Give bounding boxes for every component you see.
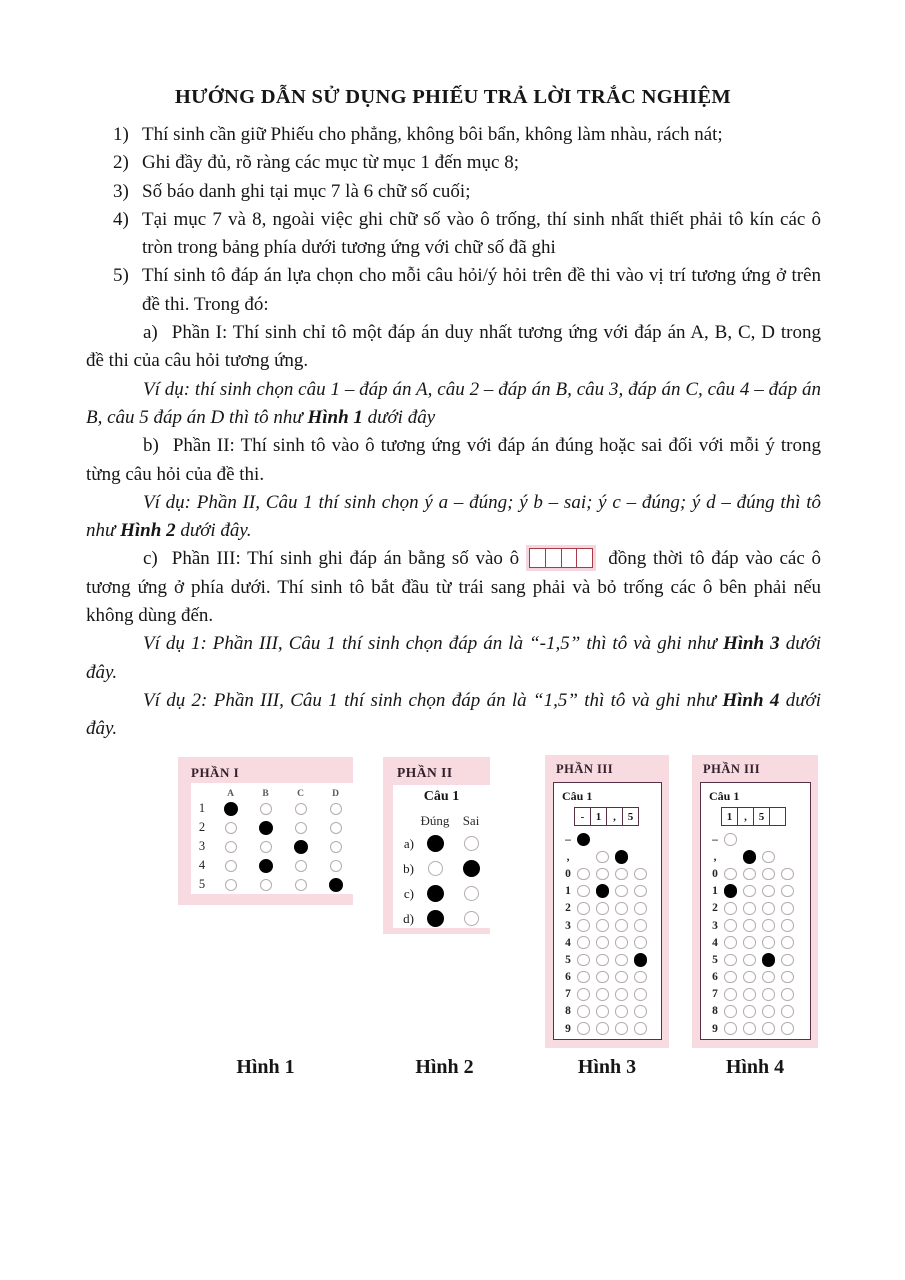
bubble-empty <box>762 902 775 915</box>
bubble-empty <box>330 822 342 834</box>
bubble-empty <box>577 988 590 1001</box>
bubble-filled <box>743 850 757 864</box>
row-label: – <box>712 833 718 846</box>
figure-part1-header: PHẦN I <box>191 765 240 780</box>
answer-row <box>191 799 353 818</box>
answer-row <box>562 934 661 951</box>
column-label: Sai <box>462 813 480 828</box>
bubble-empty <box>596 1005 609 1018</box>
row-number: 1 <box>198 801 206 815</box>
digit-cell <box>576 548 593 568</box>
bubble-empty <box>762 919 775 932</box>
answer-row <box>562 900 661 917</box>
row-label: 3 <box>565 919 571 932</box>
example-text: dưới đây. <box>175 520 252 542</box>
bubble-filled <box>294 840 308 854</box>
bubble-empty <box>743 919 756 932</box>
bubble-empty <box>596 988 609 1001</box>
answer-row <box>562 848 661 865</box>
bubble-empty <box>634 919 647 932</box>
answer-row <box>709 900 810 917</box>
bubble-empty <box>615 954 628 967</box>
bubble-empty <box>330 841 342 853</box>
answer-row <box>709 1020 810 1037</box>
bubble-empty <box>724 902 737 915</box>
bubble-empty <box>615 919 628 932</box>
example-1 <box>86 376 821 433</box>
row-label: 7 <box>712 988 718 1001</box>
bubble-empty <box>743 868 756 881</box>
answer-cell: 5 <box>622 807 639 826</box>
sub-item-text: Phần I: Thí sinh chỉ tô một đáp án duy nhất tương ứng với đáp án A, B, C, D trong đề thi của câu hỏi tương ứng. <box>86 322 821 372</box>
answer-cell <box>769 807 786 826</box>
bubble-empty <box>577 885 590 898</box>
bubble-empty <box>762 988 775 1001</box>
figure-part1-grid <box>191 783 353 894</box>
bubble-empty <box>781 954 794 967</box>
bubble-filled <box>762 953 776 967</box>
row-label: 0 <box>565 867 571 880</box>
bubble-empty <box>762 868 775 881</box>
answer-row <box>393 881 490 906</box>
answer-row <box>562 831 661 848</box>
figure-part2-panel <box>383 757 490 934</box>
row-label: 9 <box>565 1022 571 1035</box>
bubble-empty <box>634 868 647 881</box>
bubble-empty <box>596 919 609 932</box>
figure-part3b-sheet <box>700 782 811 1040</box>
bubble-empty <box>615 902 628 915</box>
bubble-empty <box>596 936 609 949</box>
bubble-empty <box>577 1022 590 1035</box>
figure-caption-3: Hình 3 <box>577 1056 637 1078</box>
row-label: 5 <box>712 953 718 966</box>
bubble-filled <box>329 878 343 892</box>
bubble-filled <box>427 835 444 852</box>
bubble-empty <box>781 971 794 984</box>
bubble-empty <box>743 902 756 915</box>
bubble-empty <box>330 860 342 872</box>
row-label: 8 <box>712 1005 718 1018</box>
bubble-empty <box>260 841 272 853</box>
answer-row <box>709 986 810 1003</box>
example-text: Ví dụ 1: Phần III, Câu 1 thí sinh chọn đáp án là “-1,5” thì tô và ghi như <box>143 633 723 655</box>
bubble-empty <box>634 971 647 984</box>
digit-grid <box>562 831 661 1037</box>
example-3 <box>86 630 821 687</box>
figure-part2-header: PHẦN II <box>397 765 453 780</box>
column-letter: C <box>297 789 304 799</box>
column-letter: A <box>227 789 234 799</box>
figure-part3a-header: PHẦN III <box>556 762 614 776</box>
bubble-empty <box>781 902 794 915</box>
sub-item-text: Phần III: Thí sinh ghi đáp án bằng số vào ô <box>171 548 520 570</box>
column-header-row <box>191 783 353 799</box>
bubble-empty <box>464 911 479 926</box>
figure-part2-body <box>393 785 490 928</box>
bubble-empty <box>464 836 479 851</box>
bubble-empty <box>634 1022 647 1035</box>
bubble-empty <box>634 902 647 915</box>
bubble-empty <box>634 936 647 949</box>
bubble-empty <box>743 954 756 967</box>
row-label: 9 <box>712 1022 718 1035</box>
row-label: c) <box>403 885 414 901</box>
example-4 <box>86 687 821 744</box>
column-letter: D <box>332 789 339 799</box>
figure-part3b-panel <box>692 755 818 1048</box>
figure-reference: Hình 2 <box>120 520 176 542</box>
bubble-empty <box>577 954 590 967</box>
bubble-filled <box>259 859 273 873</box>
answer-row <box>562 986 661 1003</box>
item-text: Thí sinh tô đáp án lựa chọn cho mỗi câu hỏi/ý hỏi trên đề thi vào vị trí tương ứng ở trên đề thi. Trong đó: <box>142 265 821 315</box>
figure-part2-grid <box>393 811 490 931</box>
answer-row <box>709 951 810 968</box>
answer-cell: 1 <box>721 807 738 826</box>
figure-reference: Hình 1 <box>307 406 363 428</box>
sub-item-label: c) <box>143 548 158 570</box>
example-text: dưới đây. <box>86 689 821 740</box>
answer-cell: 1 <box>590 807 607 826</box>
bubble-empty <box>596 868 609 881</box>
bubble-empty <box>577 868 590 881</box>
figure-reference: Hình 4 <box>722 689 780 711</box>
answer-row <box>562 951 661 968</box>
instruction-item-4 <box>86 206 821 263</box>
instructions-body <box>86 121 821 744</box>
bubble-filled <box>615 850 629 864</box>
digit-cell <box>561 548 578 568</box>
bubble-empty <box>634 1005 647 1018</box>
bubble-empty <box>615 868 628 881</box>
bubble-empty <box>615 988 628 1001</box>
answer-row <box>393 906 490 931</box>
answer-cell: , <box>737 807 754 826</box>
bubble-empty <box>225 841 237 853</box>
bubble-filled <box>724 884 738 898</box>
bubble-filled <box>463 860 480 877</box>
answer-cell: - <box>574 807 591 826</box>
bubble-empty <box>781 868 794 881</box>
bubble-empty <box>781 988 794 1001</box>
sub-item-a <box>86 319 821 376</box>
example-2 <box>86 489 821 546</box>
digit-cell <box>545 548 562 568</box>
instruction-item-3 <box>86 178 821 206</box>
bubble-empty <box>724 833 737 846</box>
bubble-empty <box>596 954 609 967</box>
bubble-empty <box>295 879 307 891</box>
bubble-empty <box>743 936 756 949</box>
row-label: 8 <box>565 1005 571 1018</box>
bubble-empty <box>260 879 272 891</box>
item-text: Thí sinh cần giữ Phiếu cho phẳng, không bôi bẩn, không làm nhàu, rách nát; <box>142 124 723 145</box>
instruction-item-5 <box>86 262 821 319</box>
bubble-empty <box>724 1005 737 1018</box>
figure-caption-2: Hình 2 <box>415 1056 474 1078</box>
bubble-empty <box>225 879 237 891</box>
row-label: a) <box>403 835 414 851</box>
bubble-empty <box>724 936 737 949</box>
bubble-empty <box>743 1005 756 1018</box>
bubble-empty <box>634 988 647 1001</box>
item-number: 1) <box>113 124 129 145</box>
item-text: Tại mục 7 và 8, ngoài việc ghi chữ số vào ô trống, thí sinh nhất thiết phải tô kín các ô tròn trong bảng phía dưới tương ứng với chữ số đã ghi <box>142 208 821 259</box>
row-label: d) <box>403 910 414 926</box>
row-label: , <box>713 850 717 863</box>
row-label: b) <box>403 860 414 876</box>
bubble-filled <box>224 802 238 816</box>
bubble-empty <box>225 822 237 834</box>
row-number: 3 <box>198 839 206 853</box>
row-number: 2 <box>198 820 206 834</box>
figure-part3b-header: PHẦN III <box>703 762 761 776</box>
column-header-row <box>393 811 490 831</box>
answer-box <box>574 807 661 826</box>
bubble-empty <box>781 1005 794 1018</box>
bubble-empty <box>260 803 272 815</box>
row-label: , <box>566 850 570 863</box>
bubble-empty <box>615 1005 628 1018</box>
example-text: dưới đây <box>362 406 436 428</box>
answer-row <box>709 969 810 986</box>
bubble-empty <box>577 971 590 984</box>
question-label: Câu 1 <box>562 789 593 803</box>
bubble-empty <box>724 1022 737 1035</box>
bubble-empty <box>743 1022 756 1035</box>
example-text: Ví dụ: thí sinh chọn câu 1 – đáp án A, câu 2 – đáp án B, câu 3, đáp án C, câu 4 – đáp án B, câu 5 đáp án D thì tô như <box>86 378 821 428</box>
bubble-empty <box>295 822 307 834</box>
bubble-empty <box>225 860 237 872</box>
bubble-empty <box>596 971 609 984</box>
answer-row <box>393 831 490 856</box>
answer-row <box>562 1003 661 1020</box>
bubble-empty <box>781 1022 794 1035</box>
bubble-empty <box>743 885 756 898</box>
page-title: HƯỚNG DẪN SỬ DỤNG PHIẾU TRẢ LỜI TRẮC NGHIỆM <box>174 86 732 108</box>
row-label: 7 <box>565 988 571 1001</box>
answer-cell: 5 <box>753 807 770 826</box>
row-label: 1 <box>565 885 571 898</box>
bubble-empty <box>762 885 775 898</box>
item-number: 4) <box>113 208 129 230</box>
bubble-empty <box>724 988 737 1001</box>
bubble-empty <box>577 919 590 932</box>
column-letter: B <box>262 789 269 799</box>
bubble-empty <box>615 936 628 949</box>
bubble-empty <box>295 860 307 872</box>
item-text: Số báo danh ghi tại mục 7 là 6 chữ số cuối; <box>142 180 471 202</box>
answer-digit-box <box>529 548 593 568</box>
bubble-empty <box>596 902 609 915</box>
answer-row <box>709 831 810 848</box>
bubble-empty <box>615 885 628 898</box>
answer-row <box>191 837 353 856</box>
instruction-item-2 <box>86 149 821 177</box>
row-number: 5 <box>198 877 206 891</box>
bubble-empty <box>577 902 590 915</box>
bubble-empty <box>781 936 794 949</box>
bubble-empty <box>464 886 479 901</box>
question-label: Câu 1 <box>423 789 460 804</box>
answer-cell: , <box>606 807 623 826</box>
sub-item-text: Phần II: Thí sinh tô vào ô tương ứng với đáp án đúng hoặc sai đối với mỗi ý trong từng câu hỏi của đề thi. <box>86 435 821 485</box>
row-label: 1 <box>712 885 718 898</box>
row-label: 4 <box>565 936 571 949</box>
bubble-empty <box>762 1022 775 1035</box>
answer-row <box>562 917 661 934</box>
bubble-empty <box>596 1022 609 1035</box>
sub-item-text: đồng thời tô đáp vào các ô tương ứng ở phía dưới. Thí sinh tô bắt đầu từ trái sang phải và bỏ trống các ô bên phải nếu không dùng đến. <box>86 548 821 627</box>
bubble-empty <box>762 971 775 984</box>
bubble-empty <box>330 803 342 815</box>
sub-item-label: a) <box>143 322 158 344</box>
row-label: 3 <box>712 919 718 932</box>
instruction-item-1 <box>86 121 821 149</box>
bubble-empty <box>428 861 443 876</box>
row-label: 6 <box>565 971 571 984</box>
bubble-empty <box>781 885 794 898</box>
bubble-empty <box>577 1005 590 1018</box>
bubble-empty <box>615 971 628 984</box>
bubble-filled <box>427 910 444 927</box>
answer-box <box>721 807 810 826</box>
answer-row <box>191 875 353 894</box>
answer-row <box>393 856 490 881</box>
row-label: 2 <box>712 902 718 915</box>
bubble-empty <box>781 919 794 932</box>
figure-part1-panel <box>178 757 353 905</box>
answer-row <box>709 934 810 951</box>
bubble-filled <box>634 953 648 967</box>
bubble-empty <box>762 936 775 949</box>
bubble-empty <box>295 803 307 815</box>
example-text: dưới đây. <box>86 633 821 683</box>
bubble-empty <box>724 971 737 984</box>
bubble-empty <box>743 988 756 1001</box>
bubble-empty <box>762 851 775 864</box>
answer-row <box>709 865 810 882</box>
item-number: 3) <box>113 180 129 202</box>
bubble-empty <box>762 1005 775 1018</box>
sub-item-label: b) <box>143 435 159 457</box>
figure-part3a-sheet <box>553 782 662 1040</box>
sub-item-b <box>86 432 821 489</box>
row-label: 5 <box>565 953 571 966</box>
figure-part3a-panel <box>545 755 669 1048</box>
bubble-empty <box>743 971 756 984</box>
row-label: 2 <box>565 902 571 915</box>
bubble-filled <box>596 884 610 898</box>
bubble-filled <box>427 885 444 902</box>
bubble-empty <box>634 885 647 898</box>
answer-row <box>709 1003 810 1020</box>
item-number: 2) <box>113 152 129 174</box>
digit-cell <box>529 548 546 568</box>
row-label: – <box>565 833 571 846</box>
bubble-empty <box>596 851 609 864</box>
row-number: 4 <box>198 858 206 872</box>
figure-reference: Hình 3 <box>722 633 780 655</box>
answer-row <box>709 848 810 865</box>
column-label: Đúng <box>420 813 450 828</box>
answer-row <box>709 917 810 934</box>
item-text: Ghi đầy đủ, rõ ràng các mục từ mục 1 đến mục 8; <box>142 152 519 174</box>
row-label: 4 <box>712 936 718 949</box>
digit-grid <box>709 831 810 1037</box>
row-label: 0 <box>712 867 718 880</box>
bubble-empty <box>724 868 737 881</box>
answer-row <box>562 865 661 882</box>
answer-row <box>562 1020 661 1037</box>
bubble-empty <box>724 954 737 967</box>
example-text: Ví dụ: Phần II, Câu 1 thí sinh chọn ý a – đúng; ý b – sai; ý c – đúng; ý d – đúng thì tô như <box>86 491 821 542</box>
sub-item-c <box>86 545 821 630</box>
answer-row <box>562 883 661 900</box>
answer-row <box>191 856 353 875</box>
bubble-empty <box>615 1022 628 1035</box>
example-text: Ví dụ 2: Phần III, Câu 1 thí sinh chọn đáp án là “1,5” thì tô và ghi như <box>143 689 723 711</box>
bubble-filled <box>259 821 273 835</box>
question-label: Câu 1 <box>709 789 740 803</box>
answer-row <box>562 969 661 986</box>
item-number: 5) <box>113 265 129 287</box>
bubble-empty <box>577 936 590 949</box>
answer-row <box>709 883 810 900</box>
row-label: 6 <box>712 971 718 984</box>
figure-caption-1: Hình 1 <box>236 1056 295 1078</box>
bubble-filled <box>577 833 591 847</box>
figure-caption-4: Hình 4 <box>725 1056 785 1078</box>
bubble-empty <box>724 919 737 932</box>
answer-row <box>191 818 353 837</box>
